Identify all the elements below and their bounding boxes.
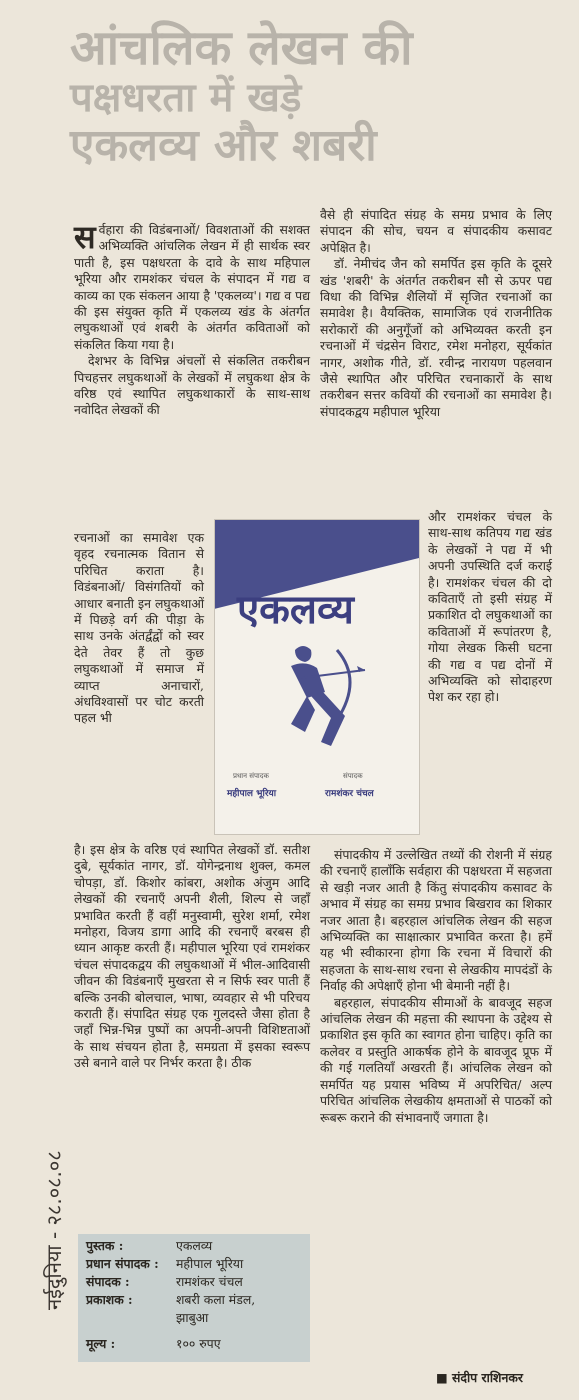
date-stamp [10, 1060, 66, 1320]
cover-label-editor: संपादक [343, 772, 363, 780]
article-column-a-lower [74, 842, 310, 1072]
article-paragraph-b2: डॉ. नेमीचंद जैन को समर्पित इस कृति के दूसरे खंड 'शबरी' के अंतर्गत तकरीबन सौ से ऊपर पद्य विधा की विभिन्न शैलियों में सृजित रचनाओं का समावेश है। वैयक्तिक, सामाजिक एवं राजनीतिक सरोकारों की अनुगूँजों को अभिव्यक्त करती इन रचनाओं में चंद्रसेन विराट, रमेश मनोहरा, सूर्यकांत नागर, अशोक गीते, डॉ. रवीन्द्र नारायण पहलवान जैसे स्थापित और परिचित रचनाकारों के साथ तकरीबन सत्तर कवियों की रचनाओं का समावेश है। संपादकद्वय महीपाल भूरिया [320, 256, 552, 419]
info-value: एकलव्य [176, 1238, 213, 1253]
date-stamp-text: नईदुनिया - २८.०८.०८ [42, 1150, 66, 1310]
info-value: शबरी कला मंडल, [176, 1292, 256, 1307]
book-info-box [78, 1234, 310, 1362]
article-paragraph-a3: है। इस क्षेत्र के वरिष्ठ एवं स्थापित लेखकों डॉ. सतीश दुबे, सूर्यकांत नागर, डॉ. योगेन्द्रनाथ शुक्ल, कमल चोपड़ा, डॉ. किशोर कांबरा, अशोक अंजुम आदि लेखकों की रचनाएँ अपनी शैली, शिल्प से जहाँ प्रभावित करती हैं वहीं मनुस्वामी, सुरेश शर्मा, रमेश मनोहरा, विजय डागा आदि की रचनाएँ बरबस ही ध्यान आकृष्ट करती हैं। महीपाल भूरिया एवं रामशंकर चंचल संपादकद्वय की लघुकथाओं में भील-आदिवासी जीवन की विडंबनाएँ मुखरता से न सिर्फ स्वर पाती हैं बल्कि उनकी बोलचाल, भाषा, व्यवहार से भी परिचय कराती हैं। संपादित संग्रह एक गुलदस्ते जैसा होता है जहाँ भिन्न-भिन्न पुष्पों का अपनी-अपनी विशिष्टताओं के साथ संचयन होता है, समग्रता में इसका स्वरूप उसे बनाने वाले पर निर्भर करता है। ठीक [74, 842, 310, 1071]
article-paragraph-b4: बहरहाल, संपादकीय सीमाओं के बावजूद सहज आंचलिक लेखन की महत्ता की स्थापना के उद्देश्य से प्रकाशित इस कृति का स्वागत होना चाहिए। कृति का कलेवर व प्रस्तुति आकर्षक होने के बावजूद प्रूफ में की गई गलतियाँ अखरती हैं। आंचलिक लेखन को समर्पित यह प्रयास भविष्य में अपरिचित/ अल्प परिचित आंचलिक लेखकीय क्षमताओं से पाठकों को रूबरू कराने की संभावनाएँ जगाता है। [320, 994, 552, 1125]
info-value: झाबुआ [176, 1310, 209, 1325]
info-value: १०० रुपए [176, 1336, 221, 1351]
info-key: मूल्य : [86, 1336, 116, 1351]
info-row-book [86, 1238, 212, 1254]
info-row-price [86, 1336, 221, 1352]
article-column-a [74, 218, 310, 419]
dropcap: स [74, 218, 96, 256]
cover-label-chief-editor: प्रधान संपादक [233, 772, 269, 780]
cover-editor-name: रामशंकर चंचल [325, 789, 374, 799]
info-row-publisher-place [86, 1310, 208, 1326]
info-value: महीपाल भूरिया [176, 1256, 244, 1271]
archer-icon [265, 630, 375, 760]
info-row-publisher [86, 1292, 255, 1308]
info-key: पुस्तक : [86, 1238, 124, 1253]
article-narrow-right: और रामशंकर चंचल के साथ-साथ कतिपय गद्य खंड के लेखकों ने पद्य में भी अपनी उपस्थिति दर्ज कराई है। रामशंकर चंचल की दो कविताएँ तो इसी संग्रह में प्रकाशित दो लघुकथाओं का कविताओं में रूपांतरण है, गोया लेखक किसी घटना की गद्य व पद्य दोनों में अभिव्यक्ति को सोदाहरण पेश कर रहा हो। [428, 509, 552, 705]
headline [70, 22, 570, 170]
info-key: प्रधान संपादक : [86, 1256, 159, 1271]
article-narrow-left: रचनाओं का समावेश एक वृहद रचनात्मक वितान से परिचित कराता है। विडंबनाओं/ विसंगतियों को आधार बनाती इन लघुकथाओं में पिछड़े वर्ग की पीड़ा के साथ उनके अंतर्द्वंद्वों को स्वर देते तेवर हैं तो कुछ लघुकथाओं में समाज में व्याप्त अनाचारों, अंधविश्वासों पर चोट करती पहल भी [74, 530, 204, 726]
article-paragraph-1: र्वहारा की विडंबनाओं/ विवशताओं की सशक्त अभिव्यक्ति आंचलिक लेखन में ही सार्थक स्वर पाती है, इस पक्षधरता के दावे के साथ महिपाल भूरिया और रामशंकर चंचल के संपादन में गद्य व काव्य का एक संकलन आया है 'एकलव्य'। गद्य व पद्य की इस संयुक्त कृति में एकलव्य खंड के अंतर्गत लघुकथाओं एवं शबरी के अंतर्गत कविताओं को संकलित किया गया है। [74, 222, 310, 352]
article-column-b [320, 207, 552, 420]
info-value: रामशंकर चंचल [176, 1274, 243, 1289]
article-paragraph-2: देशभर के विभिन्न अंचलों से संकलित तकरीबन पिचहत्तर लघुकथाओं के लेखकों में लघुकथा क्षेत्र के वरिष्ठ एवं स्थापित लघुकथाकारों के साथ-साथ नवोदित लेखकों की [74, 353, 310, 418]
article-paragraph-b1: वैसे ही संपादित संग्रह के समग्र प्रभाव के लिए संपादन की सोच, चयन व संपादकीय कसावट अपेक्षित है। [320, 207, 552, 255]
author-byline: ■ संदीप राशिनकर [436, 1370, 523, 1385]
article-paragraph-b3: संपादकीय में उल्लेखित तथ्यों की रोशनी में संग्रह की रचनाएँ हालाँकि सर्वहारा की पक्षधरता में सहजता से खड़ी नजर आती है किंतु संपादकीय कसावट के अभाव में संग्रह का समग्र प्रभाव बिखराव का शिकार नजर आता है। बहरहाल आंचलिक लेखन की सहज अभिव्यक्ति का साक्षात्कार प्रभावित करता है। हमें यह भी स्वीकारना होगा कि रचना में विचारों की सहजता के साथ-साथ रचना से लेखकीय मापदंडों के निर्वाह की अपेक्षाएँ होना भी बेमानी नहीं है। [320, 847, 552, 994]
headline-line-2: पक्षधरता में खड़े [70, 74, 302, 121]
info-row-editor [86, 1274, 243, 1290]
headline-line-3: एकलव्य और शबरी [70, 119, 377, 171]
info-key: प्रकाशक : [86, 1292, 133, 1307]
headline-line-1: आंचलिक लेखन की [70, 20, 413, 76]
info-row-chief-editor [86, 1256, 243, 1272]
book-cover-image [214, 519, 420, 835]
article-column-b-lower [320, 847, 552, 1126]
info-key: संपादक : [86, 1274, 130, 1289]
cover-chief-editor-name: महीपाल भूरिया [227, 789, 277, 799]
cover-title: एकलव्य [237, 587, 354, 633]
